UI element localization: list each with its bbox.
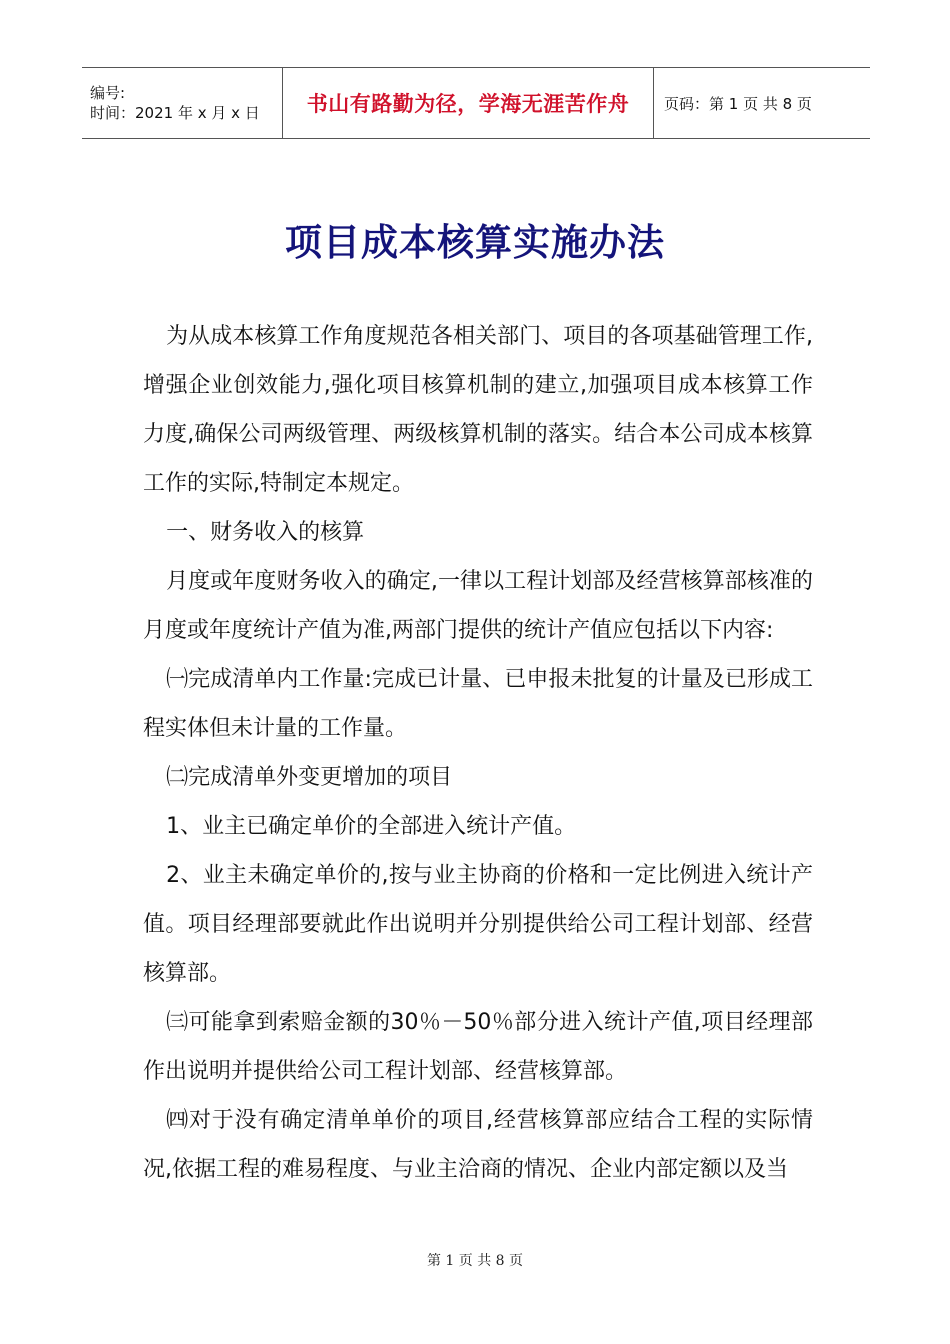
header-motto-cell	[282, 68, 654, 138]
header-page-cell	[654, 68, 870, 138]
list-item-4: ㈣对于没有确定清单单价的项目,经营核算部应结合工程的实际情况,依据工程的难易程度、与业主洽商的情况、企业内部定额以及当	[143, 1108, 813, 1182]
page-header-table	[82, 67, 870, 139]
header-info-cell	[82, 68, 282, 138]
header-motto: 书山有路勤为径，学海无涯苦作舟	[306, 92, 630, 116]
paragraph-income-basis: 月度或年度财务收入的确定,一律以工程计划部及经营核算部核准的月度或年度统计产值为准,两部门提供的统计产值应包括以下内容:	[143, 569, 813, 643]
list-item-3: ㈢可能拿到索赔金额的30％－50％部分进入统计产值,项目经理部作出说明并提供给公司工程计划部、经营核算部。	[143, 1010, 813, 1084]
list-item-1: ㈠完成清单内工作量:完成已计量、已申报未批复的计量及已形成工程实体但未计量的工作量。	[143, 667, 813, 741]
document-body	[143, 312, 813, 1194]
page-footer: 第 1 页 共 8 页	[426, 1253, 524, 1269]
section-heading-income: 一、财务收入的核算	[166, 520, 365, 545]
document-date: 时间：2021 年 x 月 x 日	[90, 104, 260, 122]
sub-item-2: 2、业主未确定单价的,按与业主协商的价格和一定比例进入统计产值。项目经理部要就此作出说明并分别提供给公司工程计划部、经营核算部。	[143, 863, 813, 986]
document-number-label: 编号:	[90, 84, 126, 102]
paragraph-intro: 为从成本核算工作角度规范各相关部门、项目的各项基础管理工作,增强企业创效能力,强化项目核算机制的建立,加强项目成本核算工作力度,确保公司两级管理、两级核算机制的落实。结合本公司成本核算工作的实际,特制定本规定。	[143, 324, 813, 496]
list-item-2: ㈡完成清单外变更增加的项目	[166, 765, 453, 790]
document-title: 项目成本核算实施办法	[285, 220, 665, 264]
sub-item-1: 1、业主已确定单价的全部进入统计产值。	[166, 814, 577, 839]
header-page-code: 页码：第 1 页 共 8 页	[664, 94, 812, 113]
